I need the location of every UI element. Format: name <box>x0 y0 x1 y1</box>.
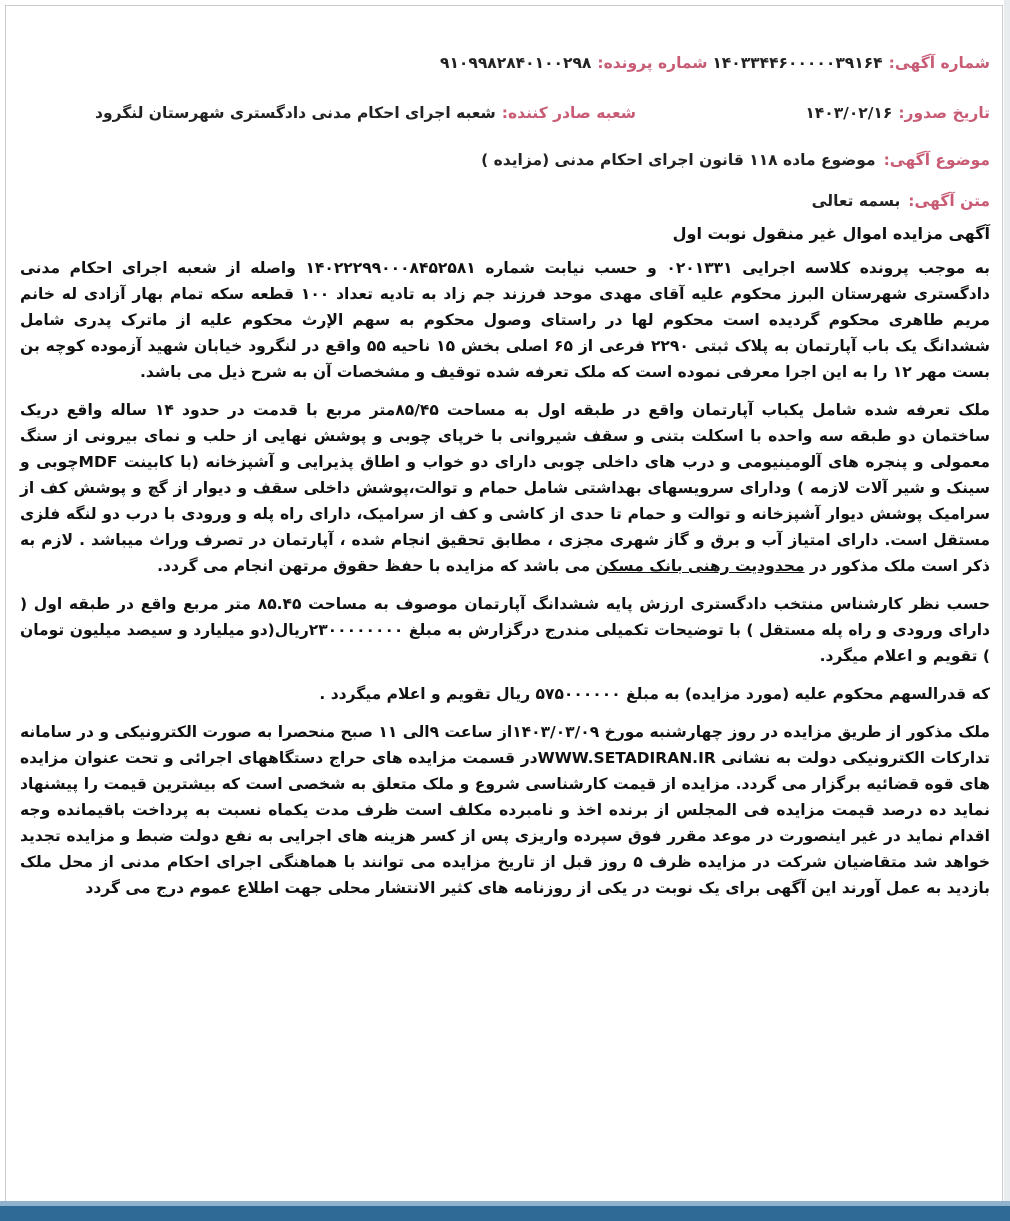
paragraph-5: ملک مذکور از طریق مزایده در روز چهارشنبه مورخ ۱۴۰۳/۰۳/۰۹از ساعت ۹الی ۱۱ صبح منحصرا به صورت الکترونیکی و در سامانه تدارکات الکترونیکی دولت به نشانی WWW.SETADIRAN.IRدر قسمت مزایده های حراج دستگاههای اجرائی و تحت عنوان مزایده های قوه قضائیه برگزار می گردد. مزایده از قیمت کارشناسی شروع و ملک متعلق به شخصی است که بیشترین قیمت را پیشنهاد نماید ده درصد قیمت مزایده فی المجلس از برنده اخذ و نامبرده مکلف است ظرف مدت یکماه نسبت به پرداخت باقیمانده وجه اقدام نماید در غیر اینصورت در موعد مقرر فوق سپرده واریزی پس از کسر هزینه های اجرایی به نفع دولت ضبط و مزایده تجدید خواهد شد متقاضیان شرکت در مزایده ظرف ۵ روز قبل از تاریخ مزایده می توانند با هماهنگی اجرای احکام مدنی از محل ملک بازدید به عمل آورند این آگهی برای یک نوبت در یکی از روزنامه های کثیر الانتشار محلی جهت اطلاع عموم درج می گردد <box>20 723 991 897</box>
paragraph-2 <box>20 397 990 579</box>
subject-label: موضوع آگهی: <box>883 151 990 169</box>
issuer <box>95 104 636 122</box>
case-number-value: ۹۱۰۹۹۸۲۸۴۰۱۰۰۲۹۸ <box>440 54 592 72</box>
issuer-label: شعبه صادر کننده: <box>501 104 636 122</box>
issue-date-label: تاریخ صدور: <box>898 104 990 122</box>
issuer-value: شعبه اجرای احکام مدنی دادگستری شهرستان لنگرود <box>95 104 496 122</box>
notice-content <box>20 38 990 901</box>
case-number-label: شماره پرونده: <box>597 54 708 72</box>
auction-title: آگهی مزایده اموال غیر منقول نوبت اول <box>672 224 990 243</box>
paragraph-1: به موجب پرونده کلاسه اجرایی ۰۲۰۱۳۳۱ و حسب نیابت شماره ۱۴۰۲۲۲۹۹۰۰۰۸۴۵۲۵۸۱ واصله از شعبه اجرای احکام مدنی دادگستری شهرستان البرز محکوم علیه آقای مهدی موحد فرزند جم زاد به تادیه تعداد ۱۰۰ قطعه سکه تمام بهار آزادی له خانم مریم طاهری محکوم گردیده است محکوم لها در راستای وصول محکوم به سهم الإرث محکوم علیه از ماترک پدری شامل ششدانگ یک باب آپارتمان به پلاک ثبتی ۲۲۹۰ فرعی از ۶۵ اصلی بخش ۱۵ ناحیه ۵۵ واقع در لنگرود خیابان شهید آزموده کوچه بن بست مهر ۱۲ را به این اجرا معرفی نموده است که ملک تعرفه شده توقیف و مشخصات آن به شرح ذیل می باشد. <box>20 259 991 381</box>
subject-value: موضوع ماده ۱۱۸ قانون اجرای احکام مدنی (مزایده ) <box>481 151 876 169</box>
notice-number-label: شماره آگهی: <box>888 54 990 72</box>
text-row <box>20 192 990 210</box>
mortgage-note: محدودیت رهنی بانک مسکن <box>595 557 805 575</box>
meta-row-1 <box>20 38 990 88</box>
issue-date <box>805 104 990 122</box>
paragraph-3: حسب نظر کارشناس منتخب دادگستری ارزش پایه ششدانگ آپارتمان موصوف به مساحت ۸۵.۴۵ متر مربع واقع در طبقه اول ( دارای ورودی و راه پله مستقل ) با توضیحات تکمیلی مندرج درگزارش به مبلغ ۲۳۰۰۰۰۰۰۰۰ریال(دو میلیارد و سیصد میلیون تومان ) تقویم و اعلام میگرد. <box>20 595 990 665</box>
text-value: بسمه تعالی <box>811 192 901 210</box>
meta-row-2 <box>20 88 990 138</box>
bottom-bar <box>0 1201 1010 1221</box>
text-label: متن آگهی: <box>908 192 990 210</box>
paragraph-2-b: می باشد که مزایده با حفظ حقوق مرتهن انجام می گردد. <box>157 557 591 575</box>
issue-date-value: ۱۴۰۳/۰۲/۱۶ <box>805 104 893 122</box>
notice-number <box>712 54 990 72</box>
subject-row <box>20 146 990 174</box>
paragraph-4: که قدرالسهم محکوم علیه (مورد مزایده) به مبلغ ۵۷۵۰۰۰۰۰۰ ریال تقویم و اعلام میگردد . <box>319 685 990 703</box>
scrollbar[interactable] <box>1004 0 1010 1201</box>
paragraph-2-a: ملک تعرفه شده شامل یکباب آپارتمان واقع در طبقه اول به مساحت ۸۵/۴۵متر مربع با قدمت در حدود ۱۴ ساله واقع دریک ساختمان دو طبقه سه واحده با اسکلت بتنی و سقف شیروانی با خرپای چوبی و پوشش نهایی از حلب و نمای بیرونی از سنگ معمولی و پنجره های آلومینیومی و درب های داخلی چوبی دارای دو خواب و اطاق پذیرایی و آشپزخانه (با کابینت MDFچوبی و سینک و شیر آلات لازمه ) ودارای سرویسهای بهداشتی شامل حمام و توالت،پوشش داخلی سقف و دیوار از گچ و پوشش کف از سرامیک پوشش دیوار آشپزخانه و توالت و حمام تا حدی از کاشی و کف از سرامیک، دارای راه پله و ورودی با درب دو لنگه فلزی مستقل است. دارای امتیاز آب و برق و گاز شهری مجزی ، مطابق تحقیق انجام شده ، آپارتمان در تصرف وراث میباشد . لازم به ذکر است ملک مذکور در <box>20 401 991 575</box>
case-number <box>440 54 708 72</box>
notice-number-value: ۱۴۰۳۳۴۴۶۰۰۰۰۰۳۹۱۶۴ <box>712 54 883 72</box>
